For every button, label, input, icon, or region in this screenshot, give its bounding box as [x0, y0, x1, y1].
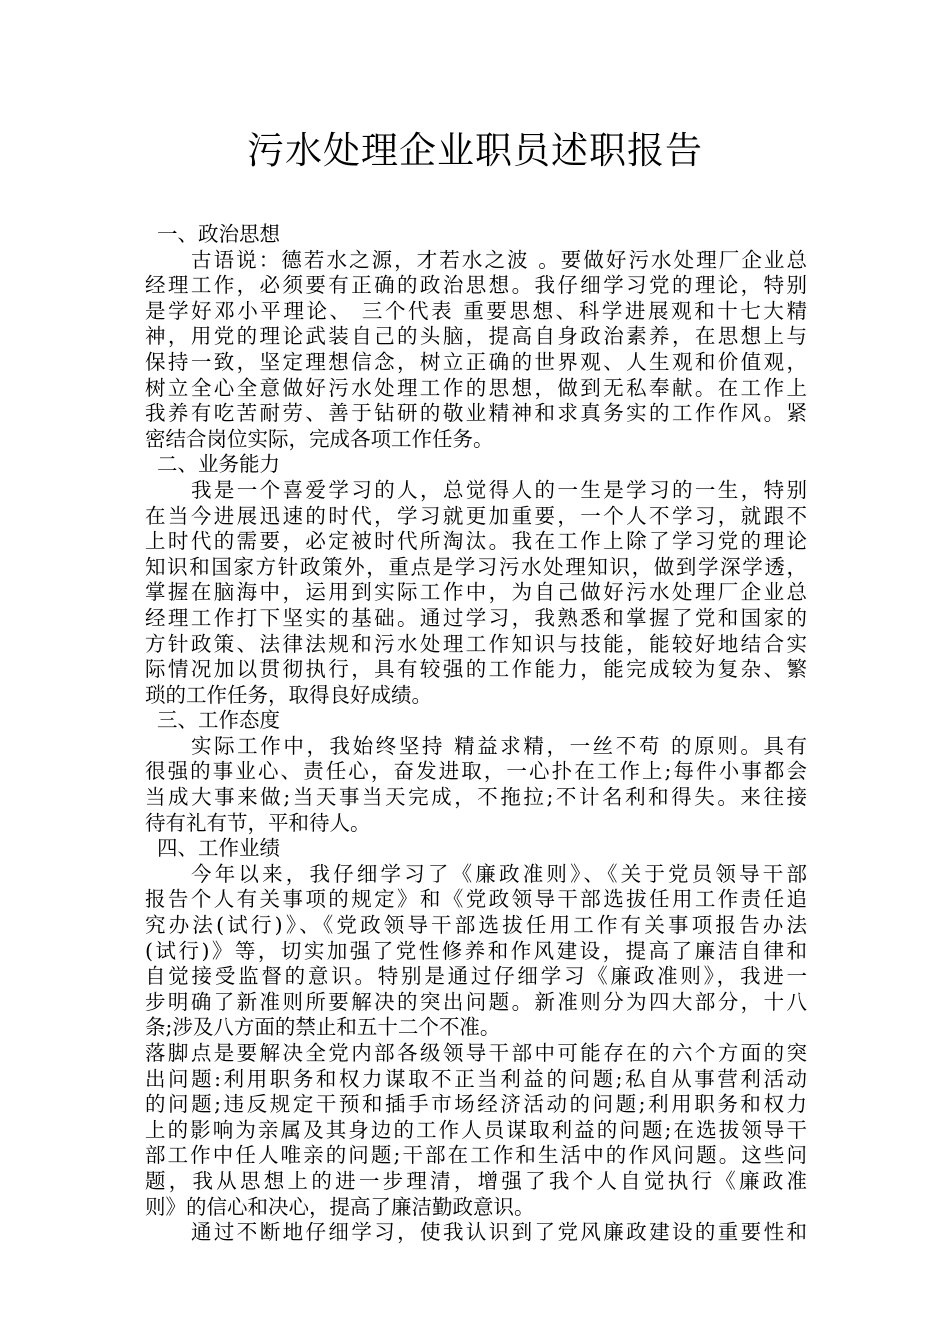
- paragraph-last-line: 密结合岗位实际，完成各项工作任务。: [145, 426, 494, 451]
- paragraph-line: 上的影响为亲属及其身边的工作人员谋取利益的问题;在选拔领导干: [145, 1117, 807, 1142]
- paragraph-line: 的问题;违反规定干预和插手市场经济活动的问题;利用职务和权力: [145, 1092, 807, 1117]
- paragraph-last-line: 则》的信心和决心，提高了廉洁勤政意识。: [145, 1194, 535, 1219]
- paragraph-line: 当成大事来做;当天事当天完成，不拖拉;不计名利和得失。来往接: [145, 785, 807, 810]
- paragraph-first-line: 通过不断地仔细学习，使我认识到了党风廉政建设的重要性和: [191, 1220, 807, 1245]
- paragraph-line: (试行)》等，切实加强了党性修养和作风建设，提高了廉洁自律和: [145, 938, 807, 963]
- section-heading: 二、业务能力: [157, 452, 280, 477]
- paragraph-line: 究办法(试行)》、《党政领导干部选拔任用工作有关事项报告办法: [145, 913, 807, 938]
- paragraph-line: 知识和国家方针政策外，重点是学习污水处理知识，做到学深学透，: [145, 554, 807, 579]
- document-body: [145, 222, 807, 1246]
- paragraph-last-line: 条;涉及八方面的禁止和五十二个不准。: [145, 1015, 501, 1040]
- paragraph-first-line: 实际工作中，我始终坚持 精益求精，一丝不苟 的原则。具有: [191, 733, 807, 758]
- paragraph-line: 际情况加以贯彻执行，具有较强的工作能力，能完成较为复杂、繁: [145, 657, 807, 682]
- paragraph-line: 是学好邓小平理论、 三个代表 重要思想、科学进展观和十七大精: [145, 298, 807, 323]
- paragraph-line: 出问题:利用职务和权力谋取不正当利益的问题;私自从事营利活动: [145, 1066, 807, 1091]
- paragraph-line: 保持一致，坚定理想信念，树立正确的世界观、人生观和价值观，: [145, 349, 807, 374]
- paragraph-line: 报告个人有关事项的规定》和《党政领导干部选拔任用工作责任追: [145, 887, 807, 912]
- paragraph-last-line: 待有礼有节，平和待人。: [145, 810, 371, 835]
- paragraph-first-line: 古语说：德若水之源，才若水之波 。要做好污水处理厂企业总: [191, 247, 807, 272]
- paragraph-line: 方针政策、法律法规和污水处理工作知识与技能，能较好地结合实: [145, 631, 807, 656]
- paragraph-line: 神，用党的理论武装自己的头脑，提高自身政治素养，在思想上与: [145, 324, 807, 349]
- section-heading: 四、工作业绩: [157, 836, 280, 861]
- paragraph-line: 掌握在脑海中，运用到实际工作中，为自己做好污水处理厂企业总: [145, 580, 807, 605]
- paragraph-line: 树立全心全意做好污水处理工作的思想，做到无私奉献。在工作上: [145, 375, 807, 400]
- paragraph-line: 自觉接受监督的意识。特别是通过仔细学习《廉政准则》，我进一: [145, 964, 807, 989]
- paragraph-line: 上时代的需要，必定被时代所淘汰。我在工作上除了学习党的理论: [145, 529, 807, 554]
- document-title: 污水处理企业职员述职报告: [247, 129, 703, 172]
- section-heading: 一、政治思想: [157, 222, 280, 246]
- paragraph-line: 在当今进展迅速的时代，学习就更加重要，一个人不学习，就跟不: [145, 503, 807, 528]
- paragraph-first-line: 今年以来，我仔细学习了《廉政准则》、《关于党员领导干部: [191, 861, 807, 886]
- paragraph-last-line: 琐的工作任务，取得良好成绩。: [145, 682, 432, 707]
- paragraph-line: 部工作中任人唯亲的问题;干部在工作和生活中的作风问题。这些问: [145, 1143, 807, 1168]
- paragraph-line: 我养有吃苦耐劳、善于钻研的敬业精神和求真务实的工作作风。紧: [145, 401, 807, 426]
- paragraph-first-line: 我是一个喜爱学习的人，总觉得人的一生是学习的一生，特别: [191, 477, 807, 502]
- paragraph-line: 很强的事业心、责任心，奋发进取，一心扑在工作上;每件小事都会: [145, 759, 807, 784]
- paragraph-line: 落脚点是要解决全党内部各级领导干部中可能存在的六个方面的突: [145, 1041, 807, 1065]
- paragraph-line: 步明确了新准则所要解决的突出问题。新准则分为四大部分，十八: [145, 989, 807, 1014]
- section-heading: 三、工作态度: [157, 708, 280, 733]
- paragraph-line: 题，我从思想上的进一步理清，增强了我个人自觉执行《廉政准: [145, 1168, 807, 1193]
- paragraph-line: 经理工作打下坚实的基础。通过学习，我熟悉和掌握了党和国家的: [145, 605, 807, 630]
- paragraph-line: 经理工作，必须要有正确的政治思想。我仔细学习党的理论，特别: [145, 273, 807, 298]
